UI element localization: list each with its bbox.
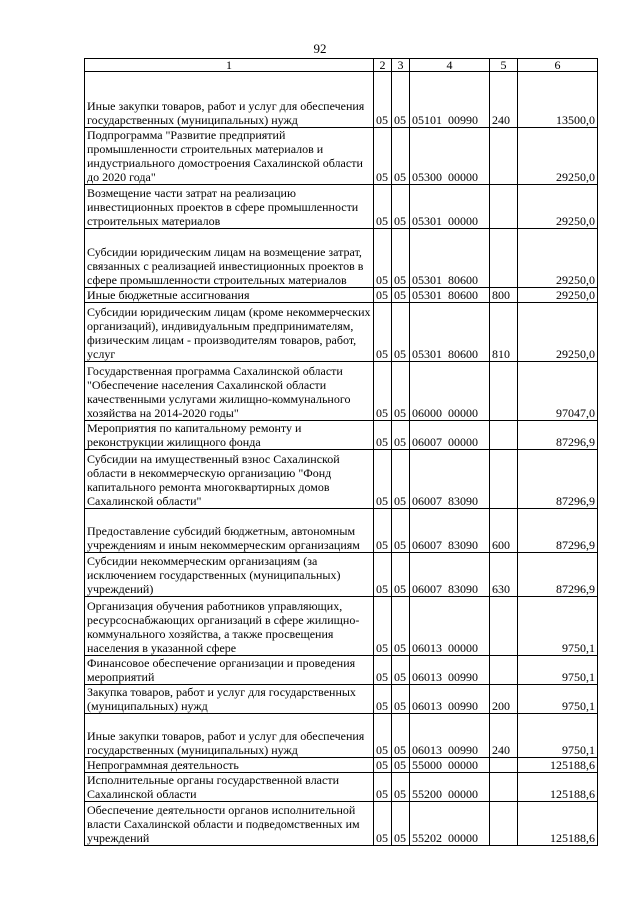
table-row: [85, 303, 598, 362]
row-code-section: 05: [374, 229, 392, 288]
header-cell: 5: [490, 59, 518, 72]
row-code-subsection: 05: [392, 758, 410, 773]
row-code-expense-type: [490, 773, 518, 802]
row-amount: 29250,0: [518, 288, 598, 303]
row-code-section: 05: [374, 656, 392, 685]
table-row: [85, 773, 598, 802]
row-description: Закупка товаров, работ и услуг для государственных (муниципальных) нужд: [85, 685, 374, 714]
row-code-subsection: 05: [392, 685, 410, 714]
row-code-section: 05: [374, 685, 392, 714]
row-code-section: 05: [374, 802, 392, 846]
row-code-subsection: 05: [392, 773, 410, 802]
row-code-section: 05: [374, 185, 392, 229]
row-amount: 125188,6: [518, 758, 598, 773]
row-description: Субсидии на имущественный взнос Сахалинской области в некоммерческую организацию "Фонд капитального ремонта многоквартирных домов Сахалинской области": [85, 450, 374, 509]
table-row: [85, 185, 598, 229]
row-code-target: 05301 80600: [410, 303, 490, 362]
row-code-target: 06013 00000: [410, 597, 490, 656]
row-code-target: 05301 80600: [410, 288, 490, 303]
row-description: Обеспечение деятельности органов исполнительной власти Сахалинской области и подведомственных им учреждений: [85, 802, 374, 846]
row-description: Организация обучения работников управляющих, ресурсоснабжающих организаций в сфере жилищно-коммунального хозяйства, а также просвещения населения в указанной сфере: [85, 597, 374, 656]
row-code-section: 05: [374, 362, 392, 421]
row-code-subsection: 05: [392, 72, 410, 128]
row-amount: 125188,6: [518, 773, 598, 802]
row-description: Субсидии юридическим лицам на возмещение затрат, связанных с реализацией инвестиционных проектов в сфере промышленности строительных материалов: [85, 229, 374, 288]
row-code-section: 05: [374, 72, 392, 128]
row-amount: 87296,9: [518, 421, 598, 450]
table-row: [85, 362, 598, 421]
row-code-section: 05: [374, 421, 392, 450]
row-amount: 13500,0: [518, 72, 598, 128]
row-code-expense-type: 240: [490, 714, 518, 758]
row-code-target: 05301 80600: [410, 229, 490, 288]
row-code-subsection: 05: [392, 229, 410, 288]
table-row: [85, 128, 598, 185]
row-description: Исполнительные органы государственной власти Сахалинской области: [85, 773, 374, 802]
row-code-target: 06013 00990: [410, 714, 490, 758]
row-code-expense-type: 200: [490, 685, 518, 714]
row-description: Иные закупки товаров, работ и услуг для обеспечения государственных (муниципальных) нужд: [85, 72, 374, 128]
row-code-subsection: 05: [392, 128, 410, 185]
row-code-subsection: 05: [392, 597, 410, 656]
row-code-subsection: 05: [392, 714, 410, 758]
row-code-target: 06007 83090: [410, 450, 490, 509]
table-row: [85, 421, 598, 450]
table-row: [85, 229, 598, 288]
row-code-expense-type: 600: [490, 509, 518, 553]
row-amount: 97047,0: [518, 362, 598, 421]
table-row: [85, 553, 598, 597]
header-cell: 3: [392, 59, 410, 72]
row-code-expense-type: [490, 758, 518, 773]
row-code-target: 05300 00000: [410, 128, 490, 185]
row-amount: 87296,9: [518, 553, 598, 597]
row-amount: 125188,6: [518, 802, 598, 846]
row-description: Иные бюджетные ассигнования: [85, 288, 374, 303]
table-row: [85, 597, 598, 656]
row-amount: 9750,1: [518, 597, 598, 656]
header-row: [85, 59, 598, 72]
row-amount: 9750,1: [518, 656, 598, 685]
row-description: Финансовое обеспечение организации и проведения мероприятий: [85, 656, 374, 685]
row-code-expense-type: [490, 421, 518, 450]
row-description: Субсидии юридическим лицам (кроме некоммерческих организаций), индивидуальным предпринимателям, физическим лицам - производителям товаров, работ, услуг: [85, 303, 374, 362]
row-code-expense-type: [490, 128, 518, 185]
table-row: [85, 656, 598, 685]
header-cell: 1: [85, 59, 374, 72]
row-code-section: 05: [374, 288, 392, 303]
row-description: Предоставление субсидий бюджетным, автономным учреждениям и иным некоммерческим организациям: [85, 509, 374, 553]
row-amount: 87296,9: [518, 450, 598, 509]
table-row: [85, 685, 598, 714]
row-code-subsection: 05: [392, 303, 410, 362]
row-description: Государственная программа Сахалинской области "Обеспечение населения Сахалинской области качественными услугами жилищно-коммунального хозяйства на 2014-2020 годы": [85, 362, 374, 421]
header-cell: 6: [518, 59, 598, 72]
row-code-target: 06000 00000: [410, 362, 490, 421]
row-code-target: 06007 83090: [410, 509, 490, 553]
row-code-subsection: 05: [392, 802, 410, 846]
header-cell: 2: [374, 59, 392, 72]
row-code-section: 05: [374, 509, 392, 553]
row-code-expense-type: [490, 229, 518, 288]
row-description: Субсидии некоммерческим организациям (за исключением государственных (муниципальных) учреждений): [85, 553, 374, 597]
row-code-subsection: 05: [392, 185, 410, 229]
table-row: [85, 509, 598, 553]
row-code-subsection: 05: [392, 553, 410, 597]
header-cell: 4: [410, 59, 490, 72]
row-description: Возмещение части затрат на реализацию инвестиционных проектов в сфере промышленности строительных материалов: [85, 185, 374, 229]
row-code-subsection: 05: [392, 450, 410, 509]
row-amount: 29250,0: [518, 303, 598, 362]
row-code-section: 05: [374, 553, 392, 597]
row-code-subsection: 05: [392, 421, 410, 450]
table-row: [85, 450, 598, 509]
row-code-target: 06013 00990: [410, 656, 490, 685]
row-code-target: 06007 00000: [410, 421, 490, 450]
table-row: [85, 802, 598, 846]
row-code-expense-type: [490, 185, 518, 229]
row-code-target: 05301 00000: [410, 185, 490, 229]
row-code-expense-type: [490, 450, 518, 509]
table-row: [85, 288, 598, 303]
table-row: [85, 72, 598, 128]
row-description: Подпрограмма "Развитие предприятий промышленности строительных материалов и индустриального домостроения Сахалинской области до 2020 года": [85, 128, 374, 185]
table-row: [85, 758, 598, 773]
row-amount: 29250,0: [518, 229, 598, 288]
row-code-expense-type: 810: [490, 303, 518, 362]
row-code-subsection: 05: [392, 509, 410, 553]
page-number: 92: [313, 41, 327, 56]
row-code-expense-type: 800: [490, 288, 518, 303]
row-code-section: 05: [374, 773, 392, 802]
row-code-expense-type: [490, 362, 518, 421]
row-code-expense-type: [490, 656, 518, 685]
row-code-section: 05: [374, 303, 392, 362]
row-amount: 9750,1: [518, 685, 598, 714]
table-row: [85, 714, 598, 758]
row-code-target: 55000 00000: [410, 758, 490, 773]
budget-table: [84, 58, 598, 846]
row-code-expense-type: [490, 597, 518, 656]
row-code-section: 05: [374, 758, 392, 773]
row-description: Непрограммная деятельность: [85, 758, 374, 773]
row-description: Иные закупки товаров, работ и услуг для обеспечения государственных (муниципальных) нужд: [85, 714, 374, 758]
row-code-target: 06013 00990: [410, 685, 490, 714]
row-code-subsection: 05: [392, 288, 410, 303]
row-code-expense-type: 240: [490, 72, 518, 128]
row-code-subsection: 05: [392, 362, 410, 421]
row-code-expense-type: [490, 802, 518, 846]
row-amount: 87296,9: [518, 509, 598, 553]
row-code-section: 05: [374, 450, 392, 509]
row-code-section: 05: [374, 128, 392, 185]
row-code-section: 05: [374, 597, 392, 656]
row-code-target: 55202 00000: [410, 802, 490, 846]
row-code-target: 55200 00000: [410, 773, 490, 802]
row-amount: 9750,1: [518, 714, 598, 758]
row-code-target: 06007 83090: [410, 553, 490, 597]
row-code-target: 05101 00990: [410, 72, 490, 128]
row-description: Мероприятия по капитальному ремонту и реконструкции жилищного фонда: [85, 421, 374, 450]
row-code-section: 05: [374, 714, 392, 758]
row-code-subsection: 05: [392, 656, 410, 685]
row-amount: 29250,0: [518, 185, 598, 229]
row-code-expense-type: 630: [490, 553, 518, 597]
row-amount: 29250,0: [518, 128, 598, 185]
